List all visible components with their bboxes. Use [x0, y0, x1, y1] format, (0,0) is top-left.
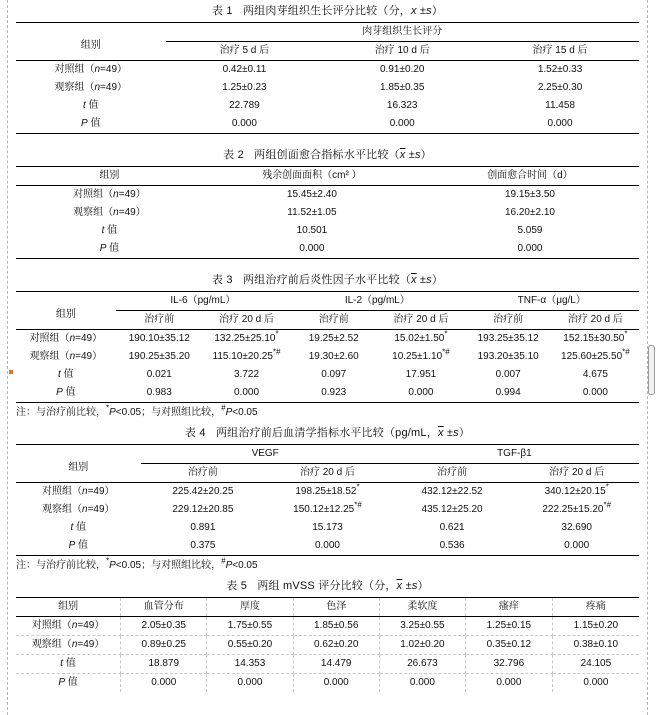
- table-5-block: [16, 575, 639, 692]
- table-4-number: 表 4: [184, 427, 206, 439]
- table-3-row-1-label: 观察组（n=49）: [29, 351, 103, 362]
- table-4-cell-3-1: 0.000: [314, 540, 340, 551]
- table-2-cell-1-1: 16.20±2.10: [504, 207, 555, 218]
- table-3-cell-3-0: 0.983: [146, 387, 172, 398]
- table-2-cell-0-0: 15.45±2.40: [286, 189, 337, 200]
- significance-marker: *#: [354, 500, 362, 510]
- table-4-row-0-label: 对照组（n=49）: [42, 486, 115, 497]
- table-row: [16, 674, 639, 693]
- table-3-col-1: 治疗前: [144, 314, 175, 325]
- table-5-col-4: 柔软度: [379, 598, 465, 617]
- table-4-cell-2-1: 15.173: [312, 522, 343, 533]
- document-page: [16, 0, 639, 715]
- table-2-row-2-label: t 值: [101, 225, 118, 236]
- table-1-row-0-label: 对照组（n=49）: [54, 64, 128, 75]
- table-4-cell-1-1: 150.12±12.25*#: [293, 500, 362, 515]
- table-5-col-3: 色泽: [293, 598, 379, 617]
- table-3-cell-3-3: 0.000: [408, 387, 434, 398]
- table-1-cell-2-2: 11.458: [545, 100, 575, 111]
- table-row: [16, 501, 639, 519]
- table-4-caption: [16, 422, 639, 444]
- table-2-row-0-label: 对照组（n=49）: [73, 189, 146, 200]
- table-3-cell-3-4: 0.994: [495, 387, 521, 398]
- table-5-cell-0-1: 1.75±0.55: [207, 617, 293, 636]
- table-4-cell-3-2: 0.536: [439, 540, 465, 551]
- table-5-row-3-label: P 值: [16, 674, 121, 693]
- table-5-cell-3-5: 0.000: [583, 677, 609, 688]
- table-1-cell-0-0: 0.42±0.11: [222, 64, 267, 75]
- table-5-cell-3-3: 0.000: [379, 674, 465, 693]
- table-2-cell-2-0: 10.501: [296, 225, 328, 236]
- table-1-title: 两组肉芽组织生长评分比较（分，x ±s）: [242, 5, 444, 17]
- table-3-col-4: 治疗 20 d 后: [393, 314, 449, 325]
- table-5-cell-1-1: 0.55±0.20: [207, 636, 293, 655]
- table-5-cell-0-3: 3.25±0.55: [379, 617, 465, 636]
- table-4-cell-0-1: 198.25±18.52*: [295, 482, 360, 497]
- block-spacer: [16, 134, 639, 144]
- table-4-cell-0-3: 340.12±20.15*: [544, 482, 609, 497]
- table-3-cell-0-5: 152.15±30.50*: [563, 329, 628, 344]
- significance-marker: *#: [272, 347, 281, 357]
- table-1-cell-3-0: 0.000: [231, 118, 257, 129]
- table-3-col-2: 治疗 20 d 后: [218, 314, 275, 325]
- table-3-col-5: 治疗前: [493, 314, 524, 325]
- table-1-cell-1-1: 1.85±0.35: [380, 82, 425, 93]
- table-5-cell-0-2: 1.85±0.56: [293, 617, 379, 636]
- table-3-cell-2-2: 0.097: [321, 369, 347, 380]
- table-3-cell-3-1: 0.000: [233, 387, 260, 398]
- significance-marker: *#: [442, 347, 450, 357]
- table-3-spanner-1: IL-6（pg/mL）: [116, 292, 290, 311]
- table-2: [16, 166, 639, 259]
- table-4-cell-1-2: 435.12±25.20: [421, 504, 483, 515]
- table-4-cell-2-3: 32.690: [561, 522, 592, 533]
- table-4-cell-3-0: 0.375: [190, 540, 216, 551]
- table-row: [16, 97, 639, 115]
- table-1-number: 表 1: [211, 5, 233, 17]
- table-5-cell-2-3: 26.673: [379, 655, 465, 674]
- table-4-cell-1-0: 229.12±20.85: [172, 504, 234, 515]
- table-4-header-group: 组别: [68, 461, 89, 473]
- table-3-cell-0-2: 19.25±2.52: [308, 333, 359, 344]
- table-4-row-1-label: 观察组（n=49）: [42, 504, 115, 515]
- table-5-cell-3-0: 0.000: [121, 674, 207, 693]
- table-2-col-2: 创面愈合时间（d）: [487, 170, 573, 181]
- table-5-cell-2-4: 32.796: [466, 655, 553, 674]
- table-4-spanner-1: VEGF: [141, 445, 390, 464]
- table-row: [16, 204, 639, 222]
- table-3-col-3: 治疗前: [318, 314, 349, 325]
- significance-marker: *: [444, 329, 448, 339]
- scrollbar-thumb[interactable]: [648, 345, 655, 395]
- table-2-number: 表 2: [223, 149, 244, 161]
- table-5-cell-0-0: 2.05±0.35: [121, 617, 207, 636]
- table-3-row-2-label: t 值: [58, 369, 74, 380]
- table-5-caption: [16, 575, 639, 597]
- table-5-cell-3-4: 0.000: [466, 674, 553, 693]
- table-3-number: 表 3: [211, 274, 233, 286]
- table-row: [16, 655, 639, 674]
- table-5-cell-1-0: 0.89±0.25: [121, 636, 207, 655]
- table-1-spanner: 肉芽组织生长评分: [166, 23, 639, 42]
- table-5-cell-3-1: 0.000: [207, 674, 293, 693]
- table-1-cell-1-2: 2.25±0.30: [537, 82, 583, 93]
- table-4-cell-3-3: 0.000: [564, 540, 590, 551]
- table-4-cell-0-0: 225.42±20.25: [172, 486, 234, 497]
- table-5-col-1: 血管分布: [121, 598, 207, 617]
- table-3: [16, 291, 639, 403]
- table-4-cell-0-2: 432.12±22.52: [421, 486, 483, 497]
- table-5-number: 表 5: [226, 580, 248, 592]
- table-2-title: 两组创面愈合指标水平比较$(\overline{x} \pm s)$: [254, 149, 432, 161]
- table-1-row-2-label: t 值: [82, 100, 99, 111]
- table-3-note: 注：与治疗前比较，*P<0.05；与对照组比较，#P<0.05: [16, 403, 258, 418]
- table-4-col-4: 治疗 20 d 后: [549, 467, 605, 478]
- significance-marker: *#: [603, 500, 612, 510]
- table-3-cell-2-3: 17.951: [405, 369, 437, 380]
- table-5-cell-2-2: 14.479: [293, 655, 379, 674]
- table-row: [16, 483, 639, 502]
- table-row: [16, 384, 639, 403]
- table-5-row-0-label: 对照组（n=49）: [16, 617, 121, 636]
- significance-marker: *: [624, 329, 628, 339]
- table-3-cell-0-4: 193.25±35.12: [477, 333, 539, 344]
- table-row: [16, 240, 639, 259]
- significance-marker: *#: [622, 347, 630, 357]
- table-3-cell-0-1: 132.25±25.10*: [214, 329, 279, 344]
- table-3-cell-0-3: 15.02±1.50*: [394, 329, 448, 344]
- table-row: [16, 330, 639, 349]
- table-1-block: [16, 0, 639, 134]
- table-1-caption: [16, 0, 639, 22]
- table-1-col-3: 治疗 15 d 后: [532, 45, 588, 56]
- table-5-cell-0-4: 1.25±0.15: [466, 617, 553, 636]
- table-2-cell-0-1: 19.15±3.50: [504, 189, 555, 200]
- table-2-col-1: 残余创面面积（cm² ）: [262, 170, 362, 181]
- table-3-cell-2-5: 4.675: [582, 369, 608, 380]
- table-4-col-1: 治疗前: [187, 467, 218, 478]
- table-3-spanner-2: IL-2（pg/mL）: [290, 292, 464, 311]
- table-5-col-6: 疼痛: [552, 598, 639, 617]
- table-4-col-3: 治疗前: [437, 467, 468, 478]
- table-row: [16, 348, 639, 366]
- table-3-row-3-label: P 值: [56, 387, 76, 398]
- table-5: [16, 597, 639, 692]
- table-1-row-1-label: 观察组（n=49）: [54, 82, 128, 93]
- table-4-row-2-label: t 值: [70, 522, 87, 533]
- table-1-cell-1-0: 1.25±0.23: [222, 82, 267, 93]
- table-3-col-6: 治疗 20 d 后: [567, 314, 623, 325]
- page-marker-dot: [9, 370, 13, 374]
- table-4-note: 注：与治疗前比较，*P<0.05；与对照组比较，#P<0.05: [16, 556, 258, 571]
- table-4-cell-2-2: 0.621: [439, 522, 465, 533]
- table-3-cell-0-0: 190.10±35.12: [128, 333, 190, 344]
- table-4-cell-1-3: 222.25±15.20*#: [542, 500, 612, 515]
- table-2-row-3-label: P 值: [99, 243, 120, 254]
- table-row: [16, 366, 639, 384]
- significance-marker: *: [356, 482, 360, 492]
- table-3-cell-1-4: 193.20±35.10: [477, 351, 539, 362]
- table-2-header-group: 组别: [99, 170, 120, 181]
- table-1-cell-2-1: 16.323: [386, 100, 418, 111]
- table-5-cell-0-5: 1.15±0.20: [552, 617, 639, 636]
- table-row: [16, 519, 639, 537]
- table-1-cell-0-2: 1.52±0.33: [537, 64, 583, 75]
- table-2-cell-3-0: 0.000: [299, 243, 325, 254]
- table-3-title: 两组治疗前后炎性因子水平比较$(\overline{x} \pm s)$: [242, 274, 444, 286]
- table-5-title: 两组 mVSS 评分比较（分，$\overline{x} \pm s$）: [257, 580, 429, 592]
- table-2-cell-3-1: 0.000: [517, 243, 543, 254]
- page-margin-guide-left: [7, 0, 8, 715]
- table-1-cell-3-1: 0.000: [389, 118, 415, 129]
- significance-marker: *: [275, 329, 279, 339]
- table-2-cell-2-1: 5.059: [517, 225, 543, 236]
- significance-marker: *: [605, 482, 609, 492]
- table-row: [16, 617, 639, 636]
- table-4-col-2: 治疗 20 d 后: [299, 467, 355, 478]
- table-row: [16, 537, 639, 556]
- table-1-header-group: 组别: [80, 39, 101, 51]
- table-2-cell-1-0: 11.52±1.05: [287, 207, 337, 218]
- table-5-row-1-label: 观察组（n=49）: [16, 636, 121, 655]
- table-3-cell-2-1: 3.722: [233, 369, 260, 380]
- table-1-cell-0-1: 0.91±0.20: [380, 64, 425, 75]
- table-4: [16, 444, 639, 556]
- table-1-cell-2-0: 22.789: [229, 100, 260, 111]
- table-1-col-1: 治疗 5 d 后: [219, 45, 270, 56]
- table-4-block: [16, 422, 639, 575]
- table-2-caption: [16, 144, 639, 166]
- table-2-row-1-label: 观察组（n=49）: [73, 207, 146, 218]
- table-5-cell-1-3: 1.02±0.20: [379, 636, 465, 655]
- table-4-spanner-2: TGF-β1: [390, 445, 639, 464]
- table-5-cell-2-5: 24.105: [552, 655, 639, 674]
- table-3-cell-1-0: 190.25±35.20: [128, 351, 190, 362]
- table-3-cell-1-1: 115.10±20.25*#: [212, 347, 281, 362]
- table-3-caption: [16, 269, 639, 291]
- table-5-cell-2-0: 18.879: [121, 655, 207, 674]
- table-5-cell-3-2: 0.000: [293, 674, 379, 693]
- table-5-cell-1-4: 0.35±0.12: [466, 636, 553, 655]
- table-3-spanner-3: TNF-α（μg/L）: [465, 292, 639, 311]
- table-3-row-0-label: 对照组（n=49）: [29, 333, 103, 344]
- table-1-col-2: 治疗 10 d 后: [374, 45, 430, 56]
- table-3-cell-2-4: 0.007: [495, 369, 521, 380]
- block-spacer: [16, 259, 639, 269]
- table-5-row-2-label: t 值: [16, 655, 121, 674]
- table-3-cell-3-2: 0.923: [321, 387, 347, 398]
- table-row: [16, 61, 639, 80]
- table-3-cell-1-2: 19.30±2.60: [308, 351, 359, 362]
- table-3-cell-2-0: 0.021: [146, 369, 172, 380]
- table-3-block: [16, 269, 639, 422]
- table-row: [16, 79, 639, 97]
- table-1-cell-3-2: 0.000: [547, 118, 573, 129]
- table-5-header-group: 组别: [16, 598, 121, 617]
- table-row: [16, 636, 639, 655]
- table-row: [16, 222, 639, 240]
- table-1: [16, 22, 639, 134]
- table-1-row-3-label: P 值: [81, 118, 101, 129]
- table-4-title: 两组治疗前后血清学指标水平比较（pg/mL，$\overline{x} \pm s$）: [215, 427, 471, 439]
- table-4-row-3-label: P 值: [68, 540, 89, 551]
- table-5-cell-2-1: 14.353: [207, 655, 293, 674]
- table-5-cell-1-2: 0.62±0.20: [293, 636, 379, 655]
- table-5-cell-1-5: 0.38±0.10: [552, 636, 639, 655]
- table-5-col-5: 瘙痒: [466, 598, 553, 617]
- table-2-block: [16, 144, 639, 259]
- table-row: [16, 115, 639, 134]
- table-3-header-group: 组别: [55, 308, 76, 320]
- table-5-col-2: 厚度: [207, 598, 293, 617]
- table-4-cell-2-0: 0.891: [190, 522, 216, 533]
- table-3-cell-3-5: 0.000: [582, 387, 608, 398]
- table-row: [16, 186, 639, 205]
- table-3-cell-1-3: 10.25±1.10*#: [392, 347, 450, 362]
- table-3-cell-1-5: 125.60±25.50*#: [561, 347, 630, 362]
